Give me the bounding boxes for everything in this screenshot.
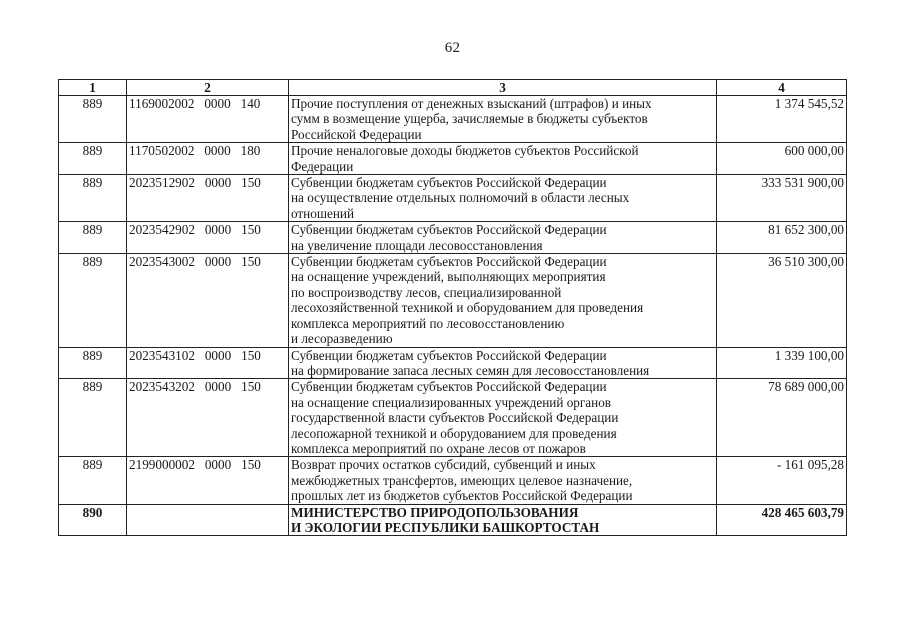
admin-code-cell: 889 (59, 222, 127, 254)
table-row (59, 347, 847, 379)
total-revenue-code-cell (127, 504, 289, 536)
revenue-code-cell: 2023543002 0000 150 (127, 254, 289, 347)
amount-cell: - 161 095,28 (717, 457, 847, 504)
revenue-code-cell: 2023543102 0000 150 (127, 347, 289, 379)
amount-cell: 1 374 545,52 (717, 96, 847, 143)
amount-cell: 78 689 000,00 (717, 379, 847, 457)
total-admin-code-cell: 890 (59, 504, 127, 536)
table-row (59, 457, 847, 504)
admin-code-cell: 889 (59, 175, 127, 222)
table-header-row (59, 80, 847, 96)
ministry-name-cell: МИНИСТЕРСТВО ПРИРОДОПОЛЬЗОВАНИЯ И ЭКОЛОГИИ РЕСПУБЛИКИ БАШКОРТОСТАН (289, 504, 717, 536)
table-row (59, 175, 847, 222)
amount-cell: 600 000,00 (717, 143, 847, 175)
amount-cell: 36 510 300,00 (717, 254, 847, 347)
table-row (59, 254, 847, 347)
column-header-2: 2 (127, 80, 289, 96)
column-header-1: 1 (59, 80, 127, 96)
revenue-code-cell: 2023512902 0000 150 (127, 175, 289, 222)
revenue-name-cell: Прочие неналоговые доходы бюджетов субъектов Российской Федерации (289, 143, 717, 175)
admin-code-cell: 889 (59, 379, 127, 457)
amount-cell: 81 652 300,00 (717, 222, 847, 254)
total-row (59, 504, 847, 536)
page-number: 62 (444, 40, 461, 56)
revenue-code-cell: 1170502002 0000 180 (127, 143, 289, 175)
table-row (59, 96, 847, 143)
admin-code-cell: 889 (59, 143, 127, 175)
revenue-code-cell: 1169002002 0000 140 (127, 96, 289, 143)
table-row (59, 143, 847, 175)
column-header-4: 4 (717, 80, 847, 96)
table-row (59, 222, 847, 254)
admin-code-cell: 889 (59, 347, 127, 379)
revenue-name-cell: Субвенции бюджетам субъектов Российской Федерации на оснащение учреждений, выполняющих мероприятия по воспроизводству лесов, специализированной лесохозяйственной техникой и оборудованием для проведения комплекса мероприятий по лесовосстановлению и лесоразведению (289, 254, 717, 347)
column-header-3: 3 (289, 80, 717, 96)
revenue-code-cell: 2023542902 0000 150 (127, 222, 289, 254)
amount-cell: 1 339 100,00 (717, 347, 847, 379)
admin-code-cell: 889 (59, 254, 127, 347)
revenue-name-cell: Субвенции бюджетам субъектов Российской Федерации на осуществление отдельных полномочий в области лесных отношений (289, 175, 717, 222)
revenue-name-cell: Субвенции бюджетам субъектов Российской Федерации на оснащение специализированных учреждений органов государственной власти субъектов Российской Федерации лесопожарной техникой и оборудованием для проведения комплекса мероприятий по охране лесов от пожаров (289, 379, 717, 457)
budget-revenue-table (58, 79, 847, 536)
total-amount-cell: 428 465 603,79 (717, 504, 847, 536)
revenue-name-cell: Субвенции бюджетам субъектов Российской Федерации на формирование запаса лесных семян для лесовосстановления (289, 347, 717, 379)
revenue-name-cell: Возврат прочих остатков субсидий, субвенций и иных межбюджетных трансфертов, имеющих целевое назначение, прошлых лет из бюджетов субъектов Российской Федерации (289, 457, 717, 504)
admin-code-cell: 889 (59, 457, 127, 504)
table-row (59, 379, 847, 457)
revenue-code-cell: 2023543202 0000 150 (127, 379, 289, 457)
revenue-name-cell: Субвенции бюджетам субъектов Российской Федерации на увеличение площади лесовосстановления (289, 222, 717, 254)
amount-cell: 333 531 900,00 (717, 175, 847, 222)
revenue-code-cell: 2199000002 0000 150 (127, 457, 289, 504)
revenue-name-cell: Прочие поступления от денежных взысканий (штрафов) и иных сумм в возмещение ущерба, зачисляемые в бюджеты субъектов Российской Федерации (289, 96, 717, 143)
admin-code-cell: 889 (59, 96, 127, 143)
